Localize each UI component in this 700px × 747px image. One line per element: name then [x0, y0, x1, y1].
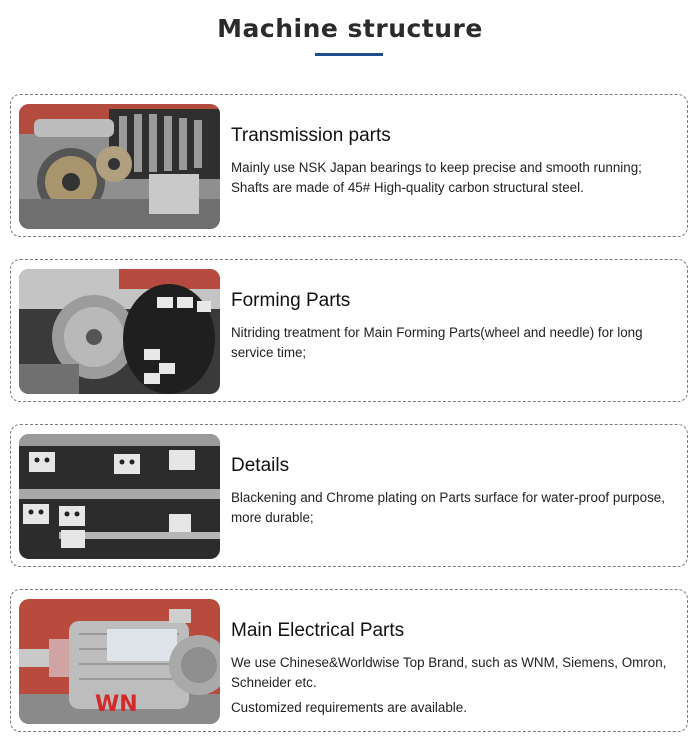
description-line: Shafts are made of 45# High-quality carbon structural steel. — [231, 180, 584, 195]
section-description — [231, 488, 676, 528]
section-description — [231, 653, 676, 718]
description-extra-line: Customized requirements are available. — [231, 700, 467, 715]
transmission-gears-photo — [19, 104, 220, 229]
details-blocks-photo — [19, 434, 220, 559]
electric-motor-photo — [19, 599, 220, 724]
section-card-details — [10, 424, 688, 567]
description-line: Mainly use NSK Japan bearings to keep precise and smooth running; — [231, 160, 642, 175]
description-line: We use Chinese&Worldwise Top Brand, such as WNM, Siemens, Omron, Schneider etc. — [231, 655, 667, 690]
section-card-electrical — [10, 589, 688, 732]
description-line: Blackening and Chrome plating on Parts surface for water-proof purpose, more durable; — [231, 490, 665, 525]
motor-brand-logo: WN — [95, 692, 138, 717]
section-heading: Main Electrical Parts — [231, 620, 405, 641]
section-description — [231, 323, 676, 363]
section-card-transmission — [10, 94, 688, 237]
section-heading: Forming Parts — [231, 290, 351, 311]
description-line: Nitriding treatment for Main Forming Parts(wheel and needle) for long service time; — [231, 325, 643, 360]
section-description — [231, 158, 676, 198]
section-heading: Details — [231, 455, 290, 476]
section-heading: Transmission parts — [231, 125, 391, 146]
title-underline — [315, 53, 383, 56]
section-card-forming — [10, 259, 688, 402]
forming-wheel-photo — [19, 269, 220, 394]
page-title: Machine structure — [217, 14, 483, 43]
